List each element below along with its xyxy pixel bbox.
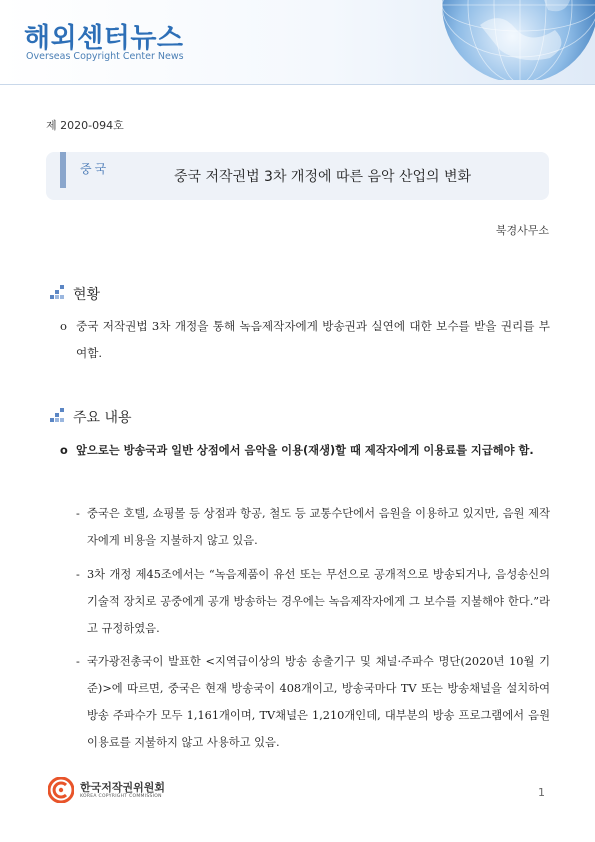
article-title: 중국 저작권법 3차 개정에 따른 음악 산업의 변화 — [174, 169, 472, 185]
header-title: 해외센터뉴스 — [24, 23, 184, 54]
header-subtitle: Overseas Copyright Center News — [26, 51, 184, 62]
square-bullet-icon — [50, 289, 64, 299]
bullet-item — [60, 313, 550, 367]
section-title: 주요 내용 — [73, 410, 132, 426]
list-item-text: 3차 개정 제45조에서는 “녹음제품이 유선 또는 무선으로 공개적으로 방송되거나, 음성송신의 기술적 장치로 공중에게 공개 방송하는 경우에는 녹음제작자에게 그 보수를 지불해야 한다.”라고 규정하였음. — [87, 568, 550, 635]
commission-logo — [48, 777, 165, 803]
section-heading-status — [50, 284, 100, 304]
copyright-logo-icon — [48, 777, 74, 803]
page-number: 1 — [538, 786, 545, 799]
section-heading-main — [50, 407, 132, 427]
list-item-text: 국가광전총국이 발표한 <지역급이상의 방송 송출기구 및 채널·주파수 명단(2020년 10월 기준)>에 따르면, 중국은 현재 방송국이 408개이고, 방송국마다 TV 또는 방송채널을 설치하여 방송 주파수가 모두 1,161개이며, TV채널은 1,210개인데, 대부분의 방송 프로그램에서 음원 이용료를 지불하지 않고 사용하고 있음. — [87, 655, 550, 749]
dash-mark: - — [76, 655, 80, 668]
title-box — [46, 152, 549, 200]
list-item — [76, 648, 550, 756]
office-name: 북경사무소 — [495, 224, 549, 237]
list-item — [76, 561, 550, 642]
logo-name: 한국저작권위원회 — [80, 780, 166, 794]
bullet-item — [60, 437, 550, 464]
issue-number: 제 2020-094호 — [46, 119, 124, 132]
bullet-mark: o — [60, 319, 67, 333]
bullet-mark: o — [60, 444, 68, 457]
dash-mark: - — [76, 568, 80, 581]
square-bullet-icon — [50, 412, 64, 422]
title-accent-bar — [60, 152, 66, 188]
section-title: 현황 — [73, 287, 101, 303]
dash-mark: - — [76, 507, 80, 520]
header-divider — [0, 84, 595, 85]
bullet-text: 앞으로는 방송국과 일반 상점에서 음악을 이용(재생)할 때 제작자에게 이용료를 지급해야 함. — [76, 444, 534, 457]
header-banner — [0, 0, 595, 85]
globe-icon — [420, 0, 595, 80]
list-item-text: 중국은 호텔, 쇼핑몰 등 상점과 항공, 철도 등 교통수단에서 음원을 이용하고 있지만, 음원 제작자에게 비용을 지불하지 않고 있음. — [87, 507, 550, 547]
list-item — [76, 500, 550, 554]
bullet-text: 중국 저작권법 3차 개정을 통해 녹음제작자에게 방송권과 실연에 대한 보수를 받을 권리를 부여함. — [76, 319, 550, 360]
region-tag: 중국 — [80, 162, 110, 176]
logo-english: KOREA COPYRIGHT COMMISSION — [80, 793, 162, 799]
